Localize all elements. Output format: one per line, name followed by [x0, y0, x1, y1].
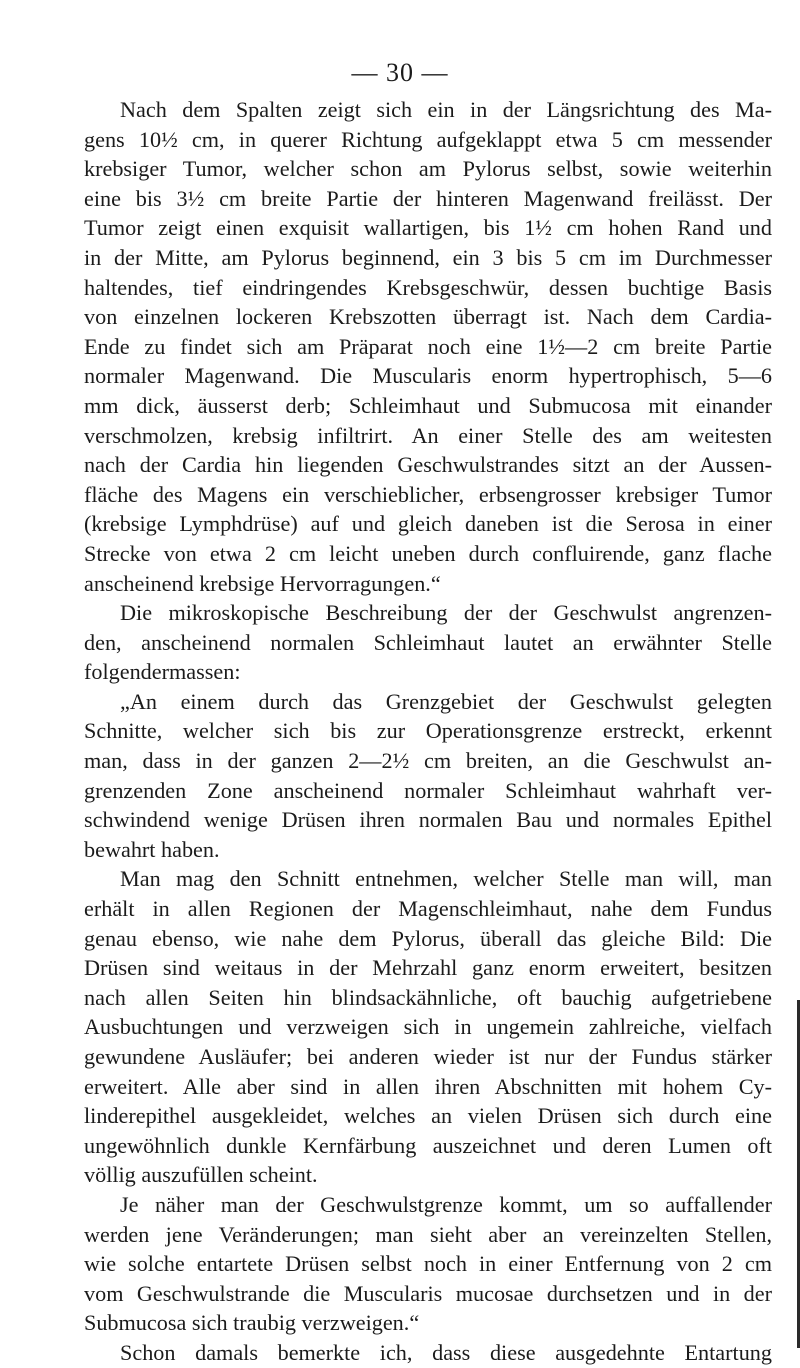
text-line: Ausbuchtungen und verzweigen sich in ungemein zahlreiche, vielfach: [84, 1014, 772, 1040]
text-line: fläche des Magens ein verschieblicher, erbsengrosser krebsiger Tumor: [84, 481, 772, 507]
text-line: Schon damals bemerkte ich, dass diese ausgedehnte Entartung: [120, 1339, 772, 1365]
text-line: grenzenden Zone anscheinend normaler Schleimhaut wahrhaft ver-: [84, 777, 772, 803]
text-line: genau ebenso, wie nahe dem Pylorus, überall das gleiche Bild: Die: [84, 925, 772, 951]
text-line: eine bis 3½ cm breite Partie der hinteren Magenwand freilässt. Der: [84, 185, 772, 211]
text-line: Man mag den Schnitt entnehmen, welcher Stelle man will, man: [120, 866, 772, 892]
text-line: nach allen Seiten hin blindsackähnliche, oft bauchig aufgetriebene: [84, 984, 772, 1010]
text-line: „An einem durch das Grenzgebiet der Geschwulst gelegten: [120, 688, 772, 714]
text-line: wie solche entartete Drüsen selbst noch in einer Entfernung von 2 cm: [84, 1251, 772, 1277]
text-line: in der Mitte, am Pylorus beginnend, ein 3 bis 5 cm im Durchmesser: [84, 244, 772, 270]
text-line: krebsiger Tumor, welcher schon am Pylorus selbst, sowie weiterhin: [84, 156, 772, 182]
text-line: völlig auszufüllen scheint.: [84, 1162, 318, 1188]
page-number: — 30 —: [351, 58, 449, 87]
text-line: den, anscheinend normalen Schleimhaut lautet an erwähnter Stelle: [84, 629, 772, 655]
text-line: Strecke von etwa 2 cm leicht uneben durch confluirende, ganz flache: [84, 540, 772, 566]
text-line: Je näher man der Geschwulstgrenze kommt, um so auffallender: [120, 1191, 772, 1217]
text-line: werden jene Veränderungen; man sieht aber an vereinzelten Stellen,: [84, 1221, 772, 1247]
text-line: Schnitte, welcher sich bis zur Operationsgrenze erstreckt, erkennt: [84, 718, 772, 744]
text-line: folgendermassen:: [84, 659, 241, 685]
text-line: Nach dem Spalten zeigt sich ein in der Längsrichtung des Ma-: [120, 97, 772, 122]
text-line: erhält in allen Regionen der Magenschleimhaut, nahe dem Fundus: [84, 896, 772, 922]
text-line: bewahrt haben.: [84, 836, 220, 862]
text-line: verschmolzen, krebsig infiltrirt. An einer Stelle des am weitesten: [84, 422, 772, 448]
text-line: Tumor zeigt einen exquisit wallartigen, bis 1½ cm hohen Rand und: [84, 215, 772, 241]
text-line: linderepithel ausgekleidet, welches an vielen Drüsen sich durch eine: [84, 1103, 772, 1129]
text-line: gens 10½ cm, in querer Richtung aufgeklappt etwa 5 cm messender: [84, 126, 772, 152]
text-line: Submucosa sich traubig verzweigen.“: [84, 1310, 420, 1336]
body-text: [84, 95, 772, 1368]
text-line: Die mikroskopische Beschreibung der der Geschwulst angrenzen-: [120, 600, 772, 626]
text-line: haltendes, tief eindringendes Krebsgeschwür, dessen buchtige Basis: [84, 274, 772, 300]
text-line: schwindend wenige Drüsen ihren normalen Bau und normales Epithel: [84, 807, 772, 833]
text-line: ungewöhnlich dunkle Kernfärbung auszeichnet und deren Lumen oft: [84, 1132, 772, 1158]
text-line: mm dick, äusserst derb; Schleimhaut und Submucosa mit einander: [84, 392, 772, 418]
text-line: vom Geschwulstrande die Muscularis mucosae durchsetzen und in der: [84, 1280, 772, 1306]
text-line: anscheinend krebsige Hervorragungen.“: [84, 570, 441, 596]
text-line: Ende zu findet sich am Präparat noch eine 1½—2 cm breite Partie: [84, 333, 772, 359]
text-line: nach der Cardia hin liegenden Geschwulstrandes sitzt an der Aussen-: [84, 452, 772, 478]
text-line: normaler Magenwand. Die Muscularis enorm hypertrophisch, 5—6: [84, 363, 772, 389]
text-line: man, dass in der ganzen 2—2½ cm breiten, an die Geschwulst an-: [84, 748, 772, 774]
text-line: gewundene Ausläufer; bei anderen wieder ist nur der Fundus stärker: [84, 1044, 772, 1069]
text-line: erweitert. Alle aber sind in allen ihren Abschnitten mit hohem Cy-: [84, 1073, 772, 1099]
text-line: (krebsige Lymphdrüse) auf und gleich daneben ist die Serosa in einer: [84, 511, 772, 537]
text-line: Drüsen sind weitaus in der Mehrzahl ganz enorm erweitert, besitzen: [84, 955, 772, 981]
text-line: von einzelnen lockeren Krebszotten überragt ist. Nach dem Cardia-: [84, 304, 772, 330]
